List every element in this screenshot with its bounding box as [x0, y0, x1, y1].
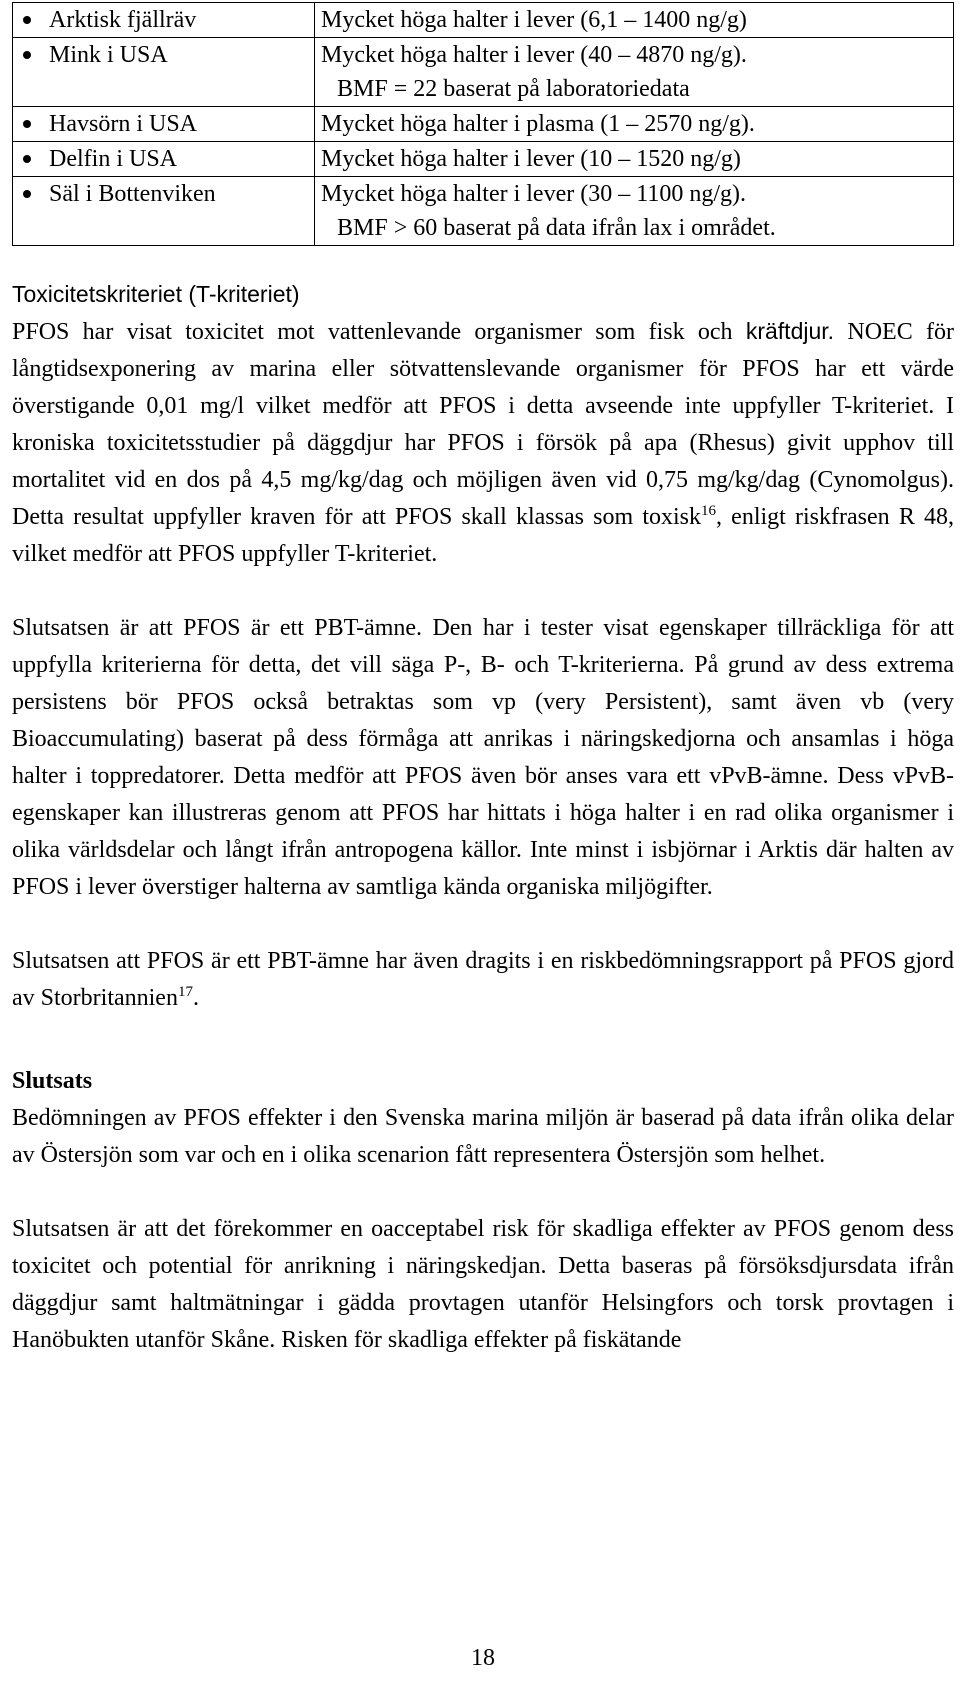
text-run: PFOS har visat toxicitet mot vattenlevande organismer som fisk och	[12, 319, 733, 345]
conclusion-paragraph-1: Bedömningen av PFOS effekter i den Svenska marina miljön är baserad på data ifrån olika delar av Östersjön som var och en i olika scenarion fått representera Östersjön som helhet.	[12, 1105, 954, 1168]
species-label: Arktisk fjällräv	[49, 7, 197, 33]
finding-text: Mycket höga halter i lever (30 – 1100 ng/g).	[321, 181, 746, 207]
document-page	[12, 0, 954, 1671]
species-cell	[13, 38, 315, 107]
footnote-ref: 17	[177, 984, 193, 1000]
table-row	[13, 177, 954, 246]
table-row	[13, 107, 954, 142]
finding-text: Mycket höga halter i lever (10 – 1520 ng/g)	[321, 146, 741, 172]
finding-note: BMF = 22 baserat på laboratoriedata	[337, 76, 690, 102]
text-run: , enligt riskfrasen R 48, vilket medför att PFOS uppfyller T-kriteriet.	[12, 504, 954, 567]
table-row	[13, 38, 954, 107]
finding-text: Mycket höga halter i lever (40 – 4870 ng/g).	[321, 42, 747, 68]
finding-cell	[315, 107, 954, 142]
text-run: Slutsatsen att PFOS är ett PBT-ämne har även dragits i en riskbedömningsrapport på PFOS gjord av Storbritannien	[12, 948, 954, 1011]
species-cell	[13, 142, 315, 177]
conclusion-paragraph-2: Slutsatsen är att det förekommer en oacceptabel risk för skadliga effekter av PFOS genom dess toxicitet och potential för anrikning i näringskedjan. Detta baseras på försöksdjursdata ifrån däggdjur samt haltmätningar i gädda provtagen utanför Helsingfors och torsk provtagen i Hanöbukten utanför Skåne. Risken för skadliga effekter på fiskätande	[12, 1216, 954, 1353]
finding-text: Mycket höga halter i lever (6,1 – 1400 ng/g)	[321, 7, 747, 33]
finding-text: Mycket höga halter i plasma (1 – 2570 ng/g).	[321, 111, 755, 137]
finding-note: BMF > 60 baserat på data ifrån lax i området.	[337, 215, 776, 241]
finding-cell	[315, 38, 954, 107]
species-cell	[13, 3, 315, 38]
bullet-icon	[23, 155, 31, 163]
species-label: Delfin i USA	[49, 146, 177, 172]
footnote-ref: 16	[701, 503, 716, 519]
bullet-icon	[23, 120, 31, 128]
species-label: Säl i Bottenviken	[49, 181, 216, 207]
species-label: Mink i USA	[49, 42, 168, 68]
conclusion-heading: Slutsats	[12, 1068, 93, 1094]
bullet-icon	[23, 16, 31, 24]
text-run: NOEC för långtidsexponering av marina eller sötvattenslevande organismer för PFOS har ett värde överstigande 0,01 mg/l vilket medför att PFOS i detta avseende inte uppfyller T-kriteriet. I kroniska toxicitetsstudier på däggdjur har PFOS i försök på apa (Rhesus) givit upphov till mortalitet vid en dos på 4,5 mg/kg/dag och möjligen även vid 0,75 mg/kg/dag (Cynomolgus). Detta resultat uppfyller kraven för att PFOS skall klassas som toxisk	[12, 319, 954, 530]
bullet-icon	[23, 190, 31, 198]
t-criterion-paragraph	[12, 313, 954, 573]
finding-cell	[315, 177, 954, 246]
bullet-icon	[23, 51, 31, 59]
text-run: .	[192, 985, 199, 1011]
table-row	[13, 3, 954, 38]
uk-report-paragraph	[12, 943, 954, 1017]
species-label: Havsörn i USA	[49, 111, 197, 137]
page-number: 18	[471, 1645, 495, 1671]
finding-cell	[315, 142, 954, 177]
text-run-sans: kräftdjur.	[745, 318, 835, 344]
species-cell	[13, 177, 315, 246]
table-body	[13, 3, 954, 246]
t-criterion-heading: Toxicitetskriteriet (T-kriteriet)	[12, 281, 300, 307]
species-cell	[13, 107, 315, 142]
finding-cell	[315, 3, 954, 38]
table-row	[13, 142, 954, 177]
pbt-conclusion-paragraph: Slutsatsen är att PFOS är ett PBT-ämne. Den har i tester visat egenskaper tillräckliga för att uppfylla kriterierna för detta, det vill säga P-, B- och T-kriterierna. På grund av dess extrema persistens bör PFOS också betraktas som vp (very Persistent), samt även vb (very Bioaccumulating) baserat på dess förmåga att anrikas i näringskedjorna och ansamlas i höga halter i toppredatorer. Detta medför att PFOS även bör anses vara ett vPvB-ämne. Dess vPvB-egenskaper kan illustreras genom att PFOS har hittats i höga halter i en rad olika organismer i olika världsdelar och långt ifrån antropogena källor. Inte minst i isbjörnar i Arktis där halten av PFOS i lever överstiger halterna av samtliga kända organiska miljögifter.	[12, 615, 954, 900]
species-findings-table	[12, 2, 954, 246]
